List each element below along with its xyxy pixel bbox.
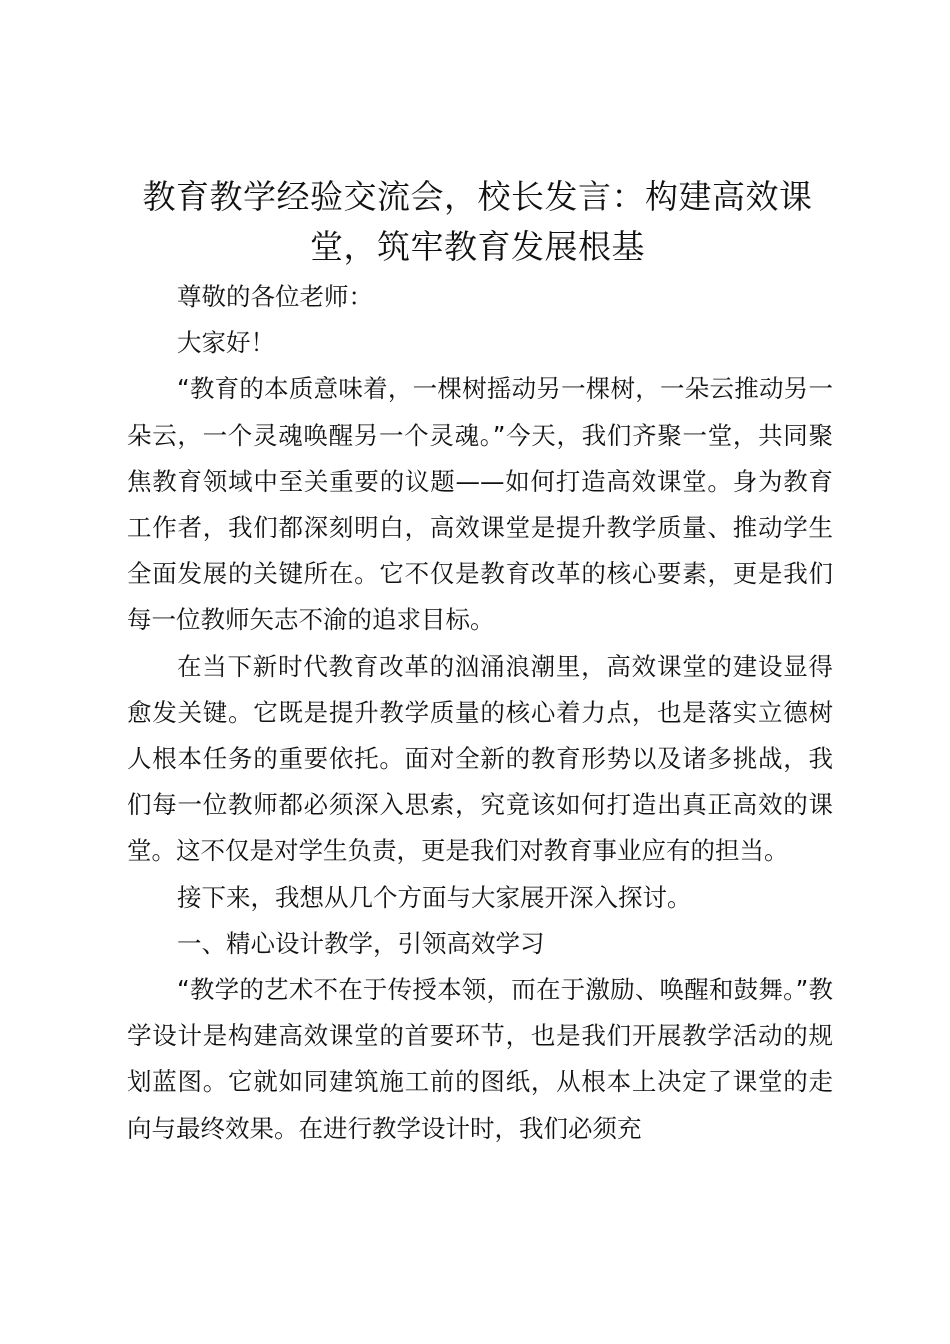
paragraph-transition: 接下来，我想从几个方面与大家展开深入探讨。: [177, 882, 692, 912]
greeting: 大家好！: [177, 328, 275, 358]
paragraph-intro: “教育的本质意味着，一棵树摇动另一棵树，一朵云推动另一朵云，一个灵魂唤醒另一个灵魂。”今天，我们齐聚一堂，共同聚焦教育领域中至关重要的议题——如何打造高效课堂。身为教育工作者，我们都深刻明白，高效课堂是提升教学质量、推动学生全面发展的关键所在。它不仅是教育改革的核心要素，更是我们每一位教师矢志不渝的追求目标。: [127, 374, 833, 635]
document-title: 教育教学经验交流会，校长发言：构建高效课堂，筑牢教育发展根基: [142, 177, 813, 266]
salutation: 尊敬的各位老师：: [177, 282, 373, 311]
section-heading-1: 一、精心设计教学，引领高效学习: [177, 928, 545, 958]
paragraph-section-1: “教学的艺术不在于传授本领，而在于激励、唤醒和鼓舞。”教学设计是构建高效课堂的首要环节，也是我们开展教学活动的规划蓝图。它就如同建筑施工前的图纸，从根本上决定了课堂的走向与最终效果。在进行教学设计时，我们必须充: [127, 975, 833, 1143]
paragraph-context: 在当下新时代教育改革的汹涌浪潮里，高效课堂的建设显得愈发关键。它既是提升教学质量的核心着力点，也是落实立德树人根本任务的重要依托。面对全新的教育形势以及诸多挑战，我们每一位教师都必须深入思索，究竟该如何打造出真正高效的课堂。这不仅是对学生负责，更是我们对教育事业应有的担当。: [127, 651, 833, 866]
document-body: [127, 274, 833, 1152]
